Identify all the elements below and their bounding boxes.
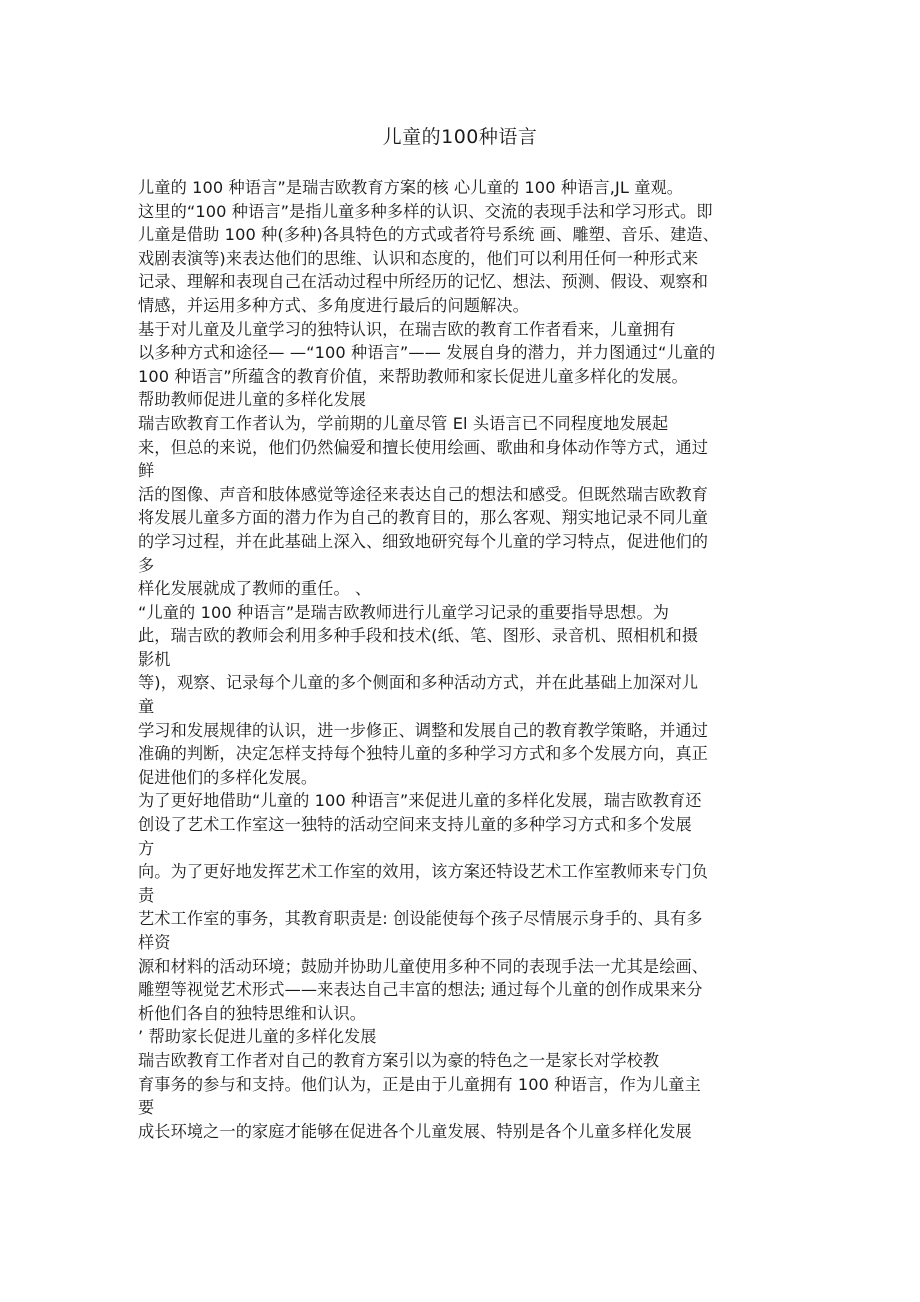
text-line: 鲜 [138, 461, 155, 481]
text-line: 将发展儿童多方面的潜力作为自己的教育目的，那么客观、翔实地记录不同儿童 [138, 508, 709, 528]
text-line: 艺术工作室的事务，其教育职责是: 创设能使每个孩子尽情展示身手的、具有多 [138, 909, 703, 929]
text-line: 瑞吉欧教育工作者认为，学前期的儿童尽管 El 头语言已不同程度地发展起 [138, 413, 669, 433]
text-line: 责 [138, 885, 155, 905]
text-line: 成长环境之一的家庭才能够在促进各个儿童发展、特别是各个儿童多样化发展 [138, 1121, 692, 1141]
document-title: 儿童的100种语言 [382, 126, 538, 148]
text-line: 要 [138, 1098, 155, 1118]
text-line: 多 [138, 555, 155, 575]
text-line: 析他们各自的独特思维和认识。 [138, 1003, 367, 1023]
text-line: 这里的“100 种语言”是指儿童多种多样的认识、交流的表现手法和学习形式。即 [138, 201, 713, 221]
text-line: 100 种语言”所蕴含的教育价值，来帮助教师和家长促进儿童多样化的发展。 [138, 366, 688, 386]
text-line: 准确的判断，决定怎样支持每个独特儿童的多种学习方式和多个发展方向，真正 [138, 744, 709, 764]
text-line: 雕塑等视觉艺术形式——来表达自己丰富的想法; 通过每个儿童的创作成果来分 [138, 980, 703, 1000]
text-line: 学习和发展规律的认识，进一步修正、调整和发展自己的教育教学策略，并通过 [138, 720, 709, 740]
text-line: 来，但总的来说，他们仍然偏爱和擅长使用绘画、歌曲和身体动作等方式，通过 [138, 437, 709, 457]
text-line: 瑞吉欧教育工作者对自己的教育方案引以为豪的特色之一是家长对学校教 [138, 1050, 660, 1070]
text-line: 为了更好地借助“儿童的 100 种语言”来促进儿童的多样化发展，瑞吉欧教育还 [138, 791, 702, 811]
text-line: ’ 帮助家长促进儿童的多样化发展 [138, 1027, 377, 1047]
text-line: 儿童的 100 种语言”是瑞吉欧教育方案的核 心儿童的 100 种语言,JL 童观。 [138, 178, 684, 197]
text-line: 活的图像、声音和肢体感觉等途径来表达自己的想法和感受。但既然瑞吉欧教育 [138, 484, 709, 504]
text-line: 戏剧表演等)来表达他们的思维、认识和态度的，他们可以利用任何一种形式来 [138, 248, 699, 268]
text-line: 影机 [138, 649, 171, 669]
document-body [138, 176, 798, 1143]
text-line: 童 [138, 697, 155, 717]
text-line: 样资 [138, 933, 171, 952]
text-line: 育事务的参与和支持。他们认为，正是由于儿童拥有 100 种语言，作为儿童主 [138, 1074, 701, 1094]
text-line: 情感，并运用多种方式、多角度进行最后的问题解决。 [138, 295, 529, 315]
text-line: 源和材料的活动环境；鼓励并协助儿童使用多种不同的表现手法一尤其是绘画、 [138, 956, 709, 976]
text-line: 以多种方式和途径— —“100 种语言”—— 发展自身的潜力，并力图通过“儿童的 [138, 343, 716, 363]
text-line: 帮助教师促进儿童的多样化发展 [138, 390, 367, 410]
text-line: 样化发展就成了教师的重任。 、 [138, 579, 372, 599]
text-line: 向。为了更好地发挥艺术工作室的效用，该方案还特设艺术工作室教师来专门负 [138, 862, 709, 882]
text-line: 方 [138, 838, 155, 858]
text-line: 记录、理解和表现自己在活动过程中所经历的记忆、想法、预测、假设、观察和 [138, 272, 709, 292]
text-line: 等)，观察、记录每个儿童的多个侧面和多种活动方式，并在此基础上加深对儿 [138, 673, 699, 693]
text-line: “儿童的 100 种语言”是瑞吉欧教师进行儿童学习记录的重要指导思想。为 [138, 602, 669, 622]
text-line: 儿童是借助 100 种(多种)各具特色的方式或者符号系统 画、雕塑、音乐、建造、 [138, 225, 719, 245]
text-line: 创设了艺术工作室这一独特的活动空间来支持儿童的多种学习方式和多个发展 [138, 815, 692, 835]
text-line: 的学习过程，并在此基础上深入、细致地研究每个儿童的学习特点，促进他们的 [138, 531, 709, 551]
text-line: 此，瑞吉欧的教师会利用多种手段和技术(纸、笔、图形、录音机、照相机和摄 [138, 626, 699, 646]
text-line: 基于对儿童及儿童学习的独特认识，在瑞吉欧的教育工作者看来，儿童拥有 [138, 319, 676, 339]
text-line: 促进他们的多样化发展。 [138, 767, 318, 787]
